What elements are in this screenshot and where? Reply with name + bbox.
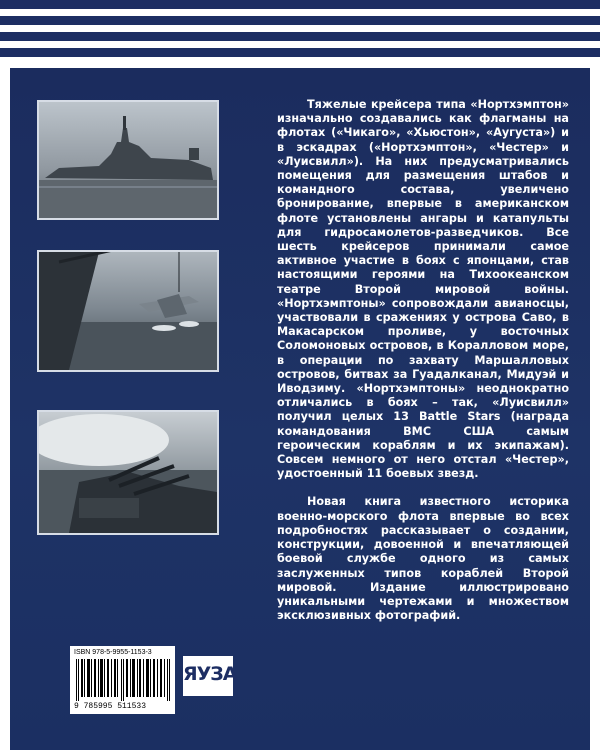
publisher-logo [183,656,237,696]
photo-seaplane [37,250,219,372]
stripe [0,32,600,41]
photo-cruiser [37,100,219,220]
header-stripes [0,0,600,68]
photo-guns [37,410,219,535]
stripe [0,0,600,9]
isbn-barcode [70,646,175,714]
barcode-bars [76,659,170,701]
isbn-label: ISBN 978-5-9955-1153-3 [74,649,152,656]
cover-panel [10,68,590,750]
cruiser-image [39,102,217,218]
stripe [0,48,600,57]
guns-image [39,412,217,533]
stripe [0,16,600,25]
description-text [277,98,569,637]
seaplane-image [39,252,217,370]
description-paragraph-1: Тяжелые крейсера типа «Нортхэмптон» изначально создавались как флагманы на флотах («Чикаго», «Хьюстон», «Аугуста») и в эскадрах («Нортхэмптон», «Честер» и «Луисвилл»). На них предусматривались помещения для размещения штабов и командного состава, увеличено бронирование, впервые в американском флоте установлены ангары и катапульты для гидросамолетов-разведчиков. Все шесть крейсеров принимали самое активное участие в боях с японцами, став настоящими героями на Тихоокеанском театре Второй мировой войны. «Нортхэмптоны» сопровождали авианосцы, участвовали в сражениях у острова Саво, в Макасарском проливе, у восточных Соломоновых островов, в Коралловом море, в операции по захвату Маршалловых островов, битвах за Гуадалканал, Мидуэй и Иводзиму. «Нортхэмптоны» неоднократно отличались в боях – так, «Луисвилл» получил целых 13 Battle Stars (награда командования ВМС США самым героическим кораблям и их экипажам). Совсем немного от него отстал «Честер», удостоенный 11 боевых звезд. [277,98,569,481]
description-paragraph-2: Новая книга известного историка военно-морского флота впервые во всех подробностях рассказывает о создании, конструкции, довоенной и впечатляющей боевой службе одного из самых заслуженных типов кораблей Второй мировой. Издание иллюстрировано уникальными чертежами и множеством эксклюзивных фотографий. [277,495,569,623]
barcode-number: 9 785995 511533 [74,702,147,711]
publisher-logo-text: ЯУЗА [183,663,237,685]
